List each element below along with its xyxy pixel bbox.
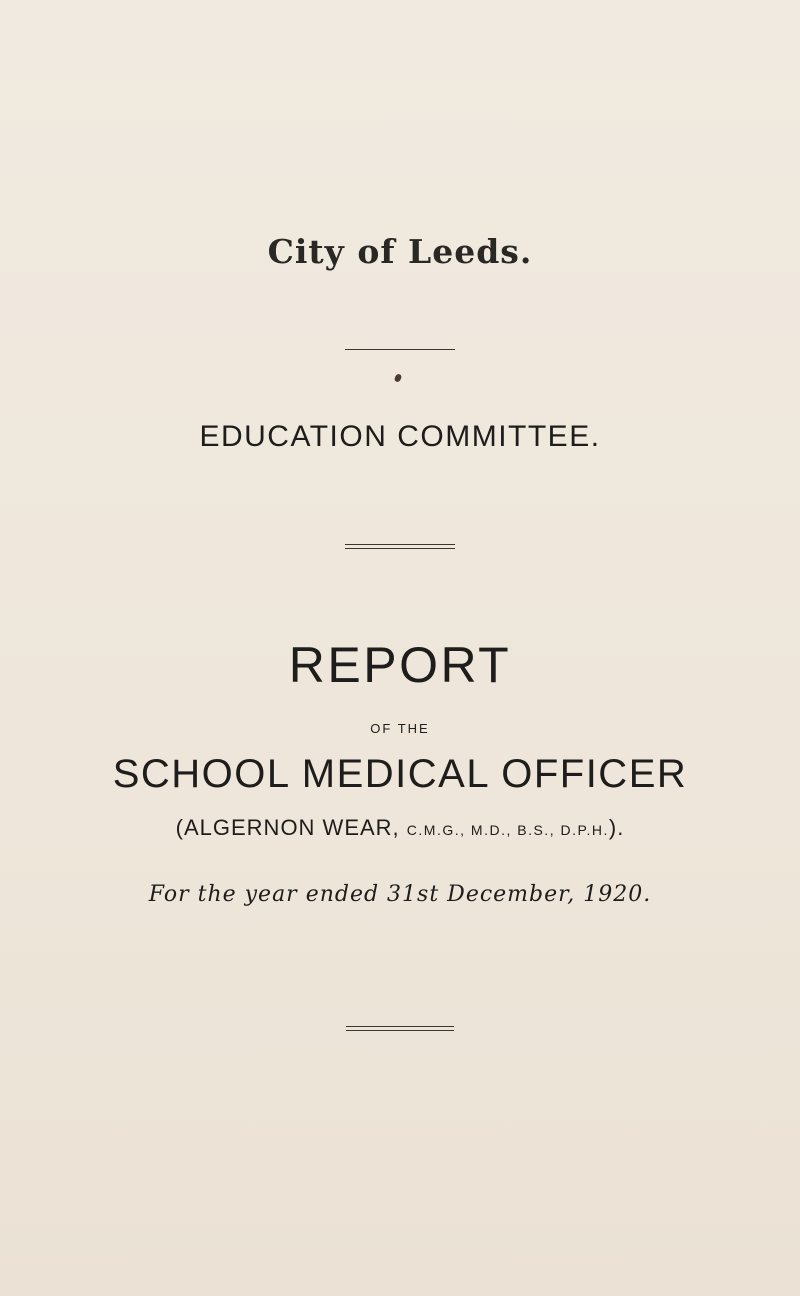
closing-rule-top [346, 1026, 454, 1027]
year-line: For the year ended 31st December, 1920. [148, 882, 652, 907]
closing-rule-bottom [346, 1030, 454, 1031]
author-line [0, 815, 800, 841]
committee-heading: EDUCATION COMMITTEE. [199, 420, 601, 453]
ornament-dot [394, 373, 402, 383]
divider-rule [345, 349, 455, 350]
author-close: ). [608, 815, 625, 840]
city-heading: City of Leeds. [267, 232, 533, 271]
officer-title: SCHOOL MEDICAL OFFICER [112, 752, 688, 796]
author-name: (ALGERNON WEAR, [175, 815, 400, 840]
double-rule-bottom [345, 548, 455, 549]
double-rule-top [345, 544, 455, 545]
report-title: REPORT [288, 637, 512, 693]
author-degrees: C.M.G., M.D., B.S., D.P.H. [406, 822, 609, 838]
of-the-label: OF THE [370, 721, 430, 736]
